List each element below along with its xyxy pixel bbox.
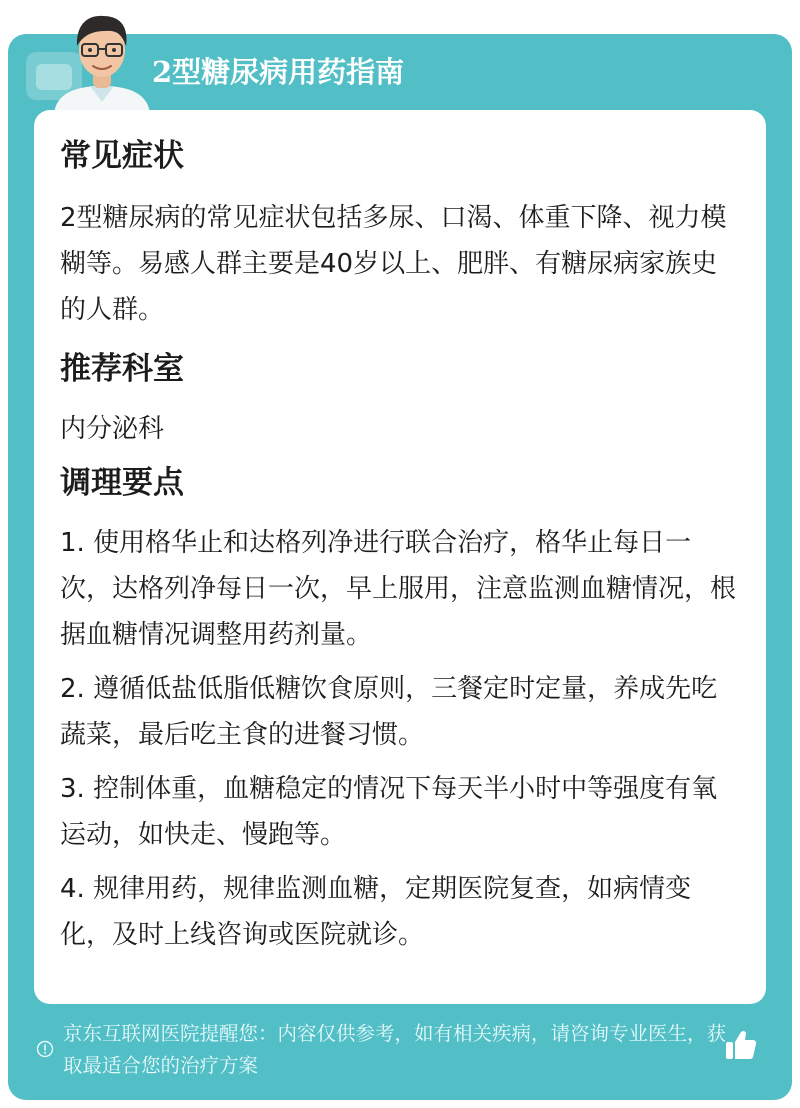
section-title-department: 推荐科室 [60,351,184,387]
info-icon [36,1040,54,1058]
disclaimer-text: 京东互联网医院提醒您：内容仅供参考，如有相关疾病，请咨询专业医生，获取最适合您的治疗方案 [63,1022,727,1077]
care-tip: 1. 使用格华止和达格列净进行联合治疗，格华止每日一次，达格列净每日一次，早上服用，注意监测血糖情况，根据血糖情况调整用药剂量。 [60,528,737,650]
department-text: 内分泌科 [60,414,165,444]
section-title-care: 调理要点 [60,465,184,501]
page-title: 2型糖尿病用药指南 [152,55,405,89]
content-body [60,134,740,958]
care-tip: 2. 遵循低盐低脂低糖饮食原则，三餐定时定量，养成先吃蔬菜，最后吃主食的进餐习惯。 [60,674,718,750]
care-tip: 3. 控制体重，血糖稳定的情况下每天半小时中等强度有氧运动，如快走、慢跑等。 [60,774,718,850]
section-title-symptoms: 常见症状 [60,138,184,174]
doctor-avatar [46,6,158,114]
care-tip: 4. 规律用药，规律监测血糖，定期医院复查，如病情变化，及时上线咨询或医院就诊。 [60,874,692,950]
symptoms-text: 2型糖尿病的常见症状包括多尿、口渴、体重下降、视力模糊等。易感人群主要是40岁以上、肥胖、有糖尿病家族史的人群。 [60,203,727,325]
thumbs-up-icon[interactable] [724,1028,758,1062]
content-card [34,110,766,1004]
